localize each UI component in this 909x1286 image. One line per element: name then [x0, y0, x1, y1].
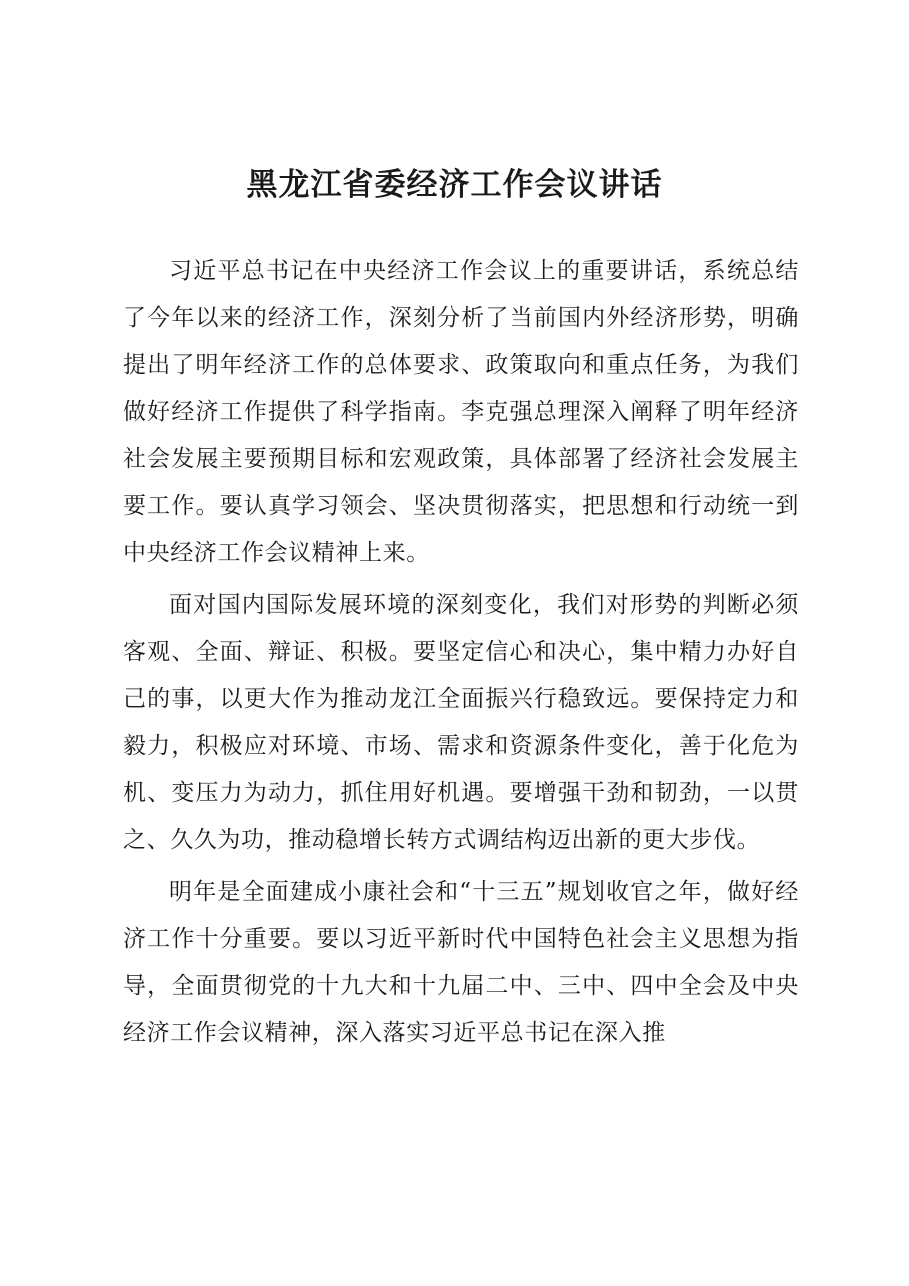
paragraph-3: 明年是全面建成小康社会和“十三五”规划收官之年，做好经济工作十分重要。要以习近平新时代中国特色社会主义思想为指导，全面贯彻党的十九大和十九届二中、三中、四中全会及中央经济工作会议精神，深入落实习近平总书记在深入推	[123, 879, 799, 1046]
document-body	[123, 248, 799, 1062]
paragraph-1: 习近平总书记在中央经济工作会议上的重要讲话，系统总结了今年以来的经济工作，深刻分析了当前国内外经济形势，明确提出了明年经济工作的总体要求、政策取向和重点任务，为我们做好经济工作提供了科学指南。李克强总理深入阐释了明年经济社会发展主要预期目标和宏观政策，具体部署了经济社会发展主要工作。要认真学习领会、坚决贯彻落实，把思想和行动统一到中央经济工作会议精神上来。	[123, 258, 799, 566]
paragraph-2: 面对国内国际发展环境的深刻变化，我们对形势的判断必须客观、全面、辩证、积极。要坚定信心和决心，集中精力办好自己的事，以更大作为推动龙江全面振兴行稳致远。要保持定力和毅力，积极应对环境、市场、需求和资源条件变化，善于化危为机、变压力为动力，抓住用好机遇。要增强干劲和韧劲，一以贯之、久久为功，推动稳增长转方式调结构迈出新的更大步伐。	[123, 592, 799, 853]
document-title: 黑龙江省委经济工作会议讲话	[246, 167, 663, 203]
